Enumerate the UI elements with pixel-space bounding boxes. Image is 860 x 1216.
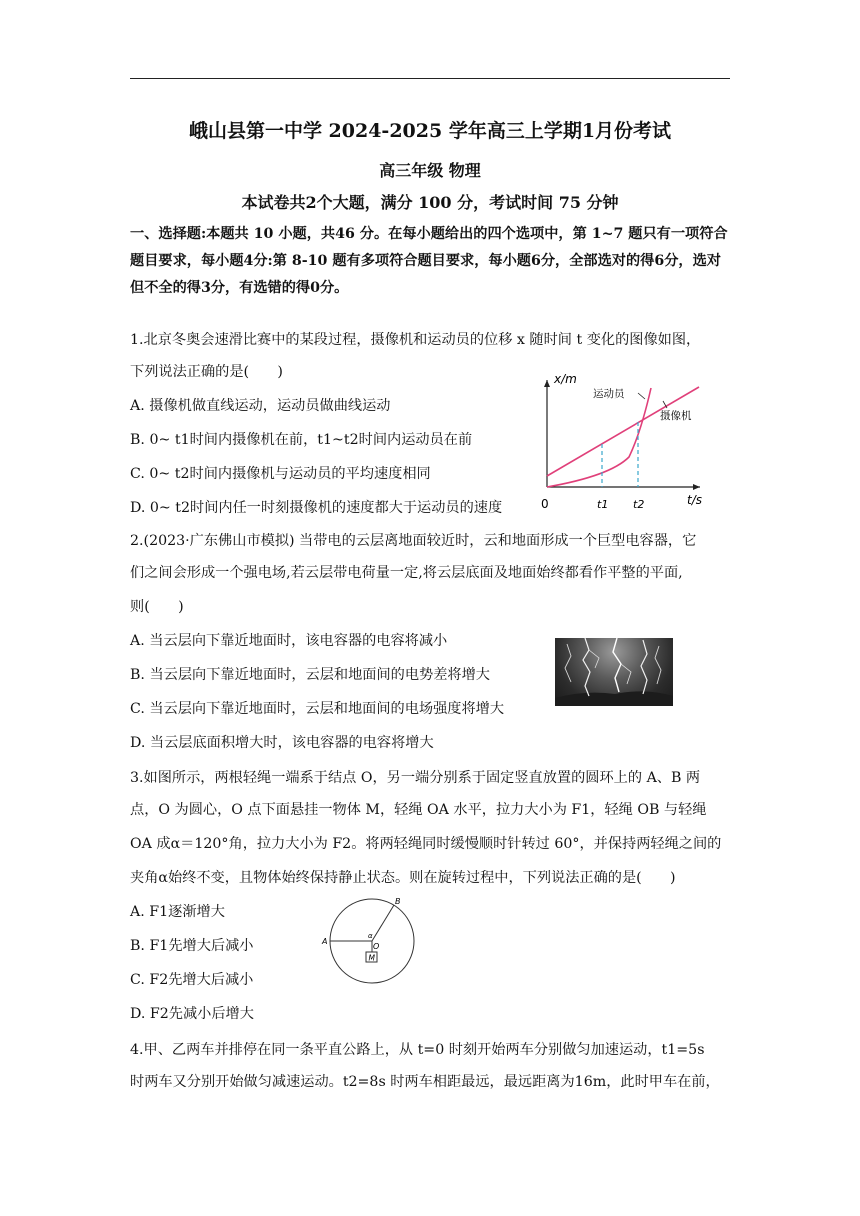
- q3-option-d: D. F2先减小后增大: [130, 1006, 254, 1022]
- q2-option-c: C. 当云层向下靠近地面时，云层和地面间的电场强度将增大: [130, 701, 505, 717]
- q1-option-a: A. 摄像机做直线运动，运动员做曲线运动: [130, 398, 391, 414]
- q1-y-axis-label: x/m: [554, 372, 577, 386]
- q2-stem-line1: 2.(2023·广东佛山市模拟) 当带电的云层离地面较近时，云和地面形成一个巨型电容器，它: [130, 533, 697, 549]
- q1-x-axis-label: t/s: [687, 493, 702, 507]
- q1-athlete-label: 运动员: [593, 388, 625, 400]
- q3-stem-line3: OA 成α＝120°角，拉力大小为 F2。将两轻绳同时缓慢顺时针转过 60°，并保持两轻绳之间的: [130, 836, 722, 852]
- q3-stem-line2: 点，O 为圆心，O 点下面悬挂一物体 M，轻绳 OA 水平，拉力大小为 F1，轻绳 OB 与轻绳: [130, 802, 707, 818]
- q2-option-b: B. 当云层向下靠近地面时，云层和地面间的电势差将增大: [130, 667, 490, 683]
- exam-title: 峨山县第一中学 2024-2025 学年高三上学期1月份考试: [188, 120, 672, 142]
- q3-stem-line1: 3.如图所示，两根轻绳一端系于结点 O，另一端分别系于固定竖直放置的圆环上的 A、B 两: [130, 770, 701, 786]
- q4-stem-line1: 4.甲、乙两车并排停在同一条平直公路上，从 t=0 时刻开始两车分别做匀加速运动，t1=5s: [130, 1042, 705, 1058]
- q1-camera-label: 摄像机: [660, 410, 692, 422]
- q1-t1-label: t1: [597, 498, 609, 511]
- exam-info: 本试卷共2个大题，满分 100 分，考试时间 75 分钟: [241, 193, 619, 212]
- q3-alpha-label: α: [368, 932, 373, 940]
- q2-option-a: A. 当云层向下靠近地面时，该电容器的电容将减小: [130, 633, 448, 649]
- q1-stem-line2: 下列说法正确的是( ): [130, 364, 283, 380]
- q3-option-c: C. F2先增大后减小: [130, 972, 254, 988]
- q1-athlete-curve: [547, 388, 651, 487]
- q3-point-o-label: O: [373, 942, 380, 951]
- exam-subtitle: 高三年级 物理: [379, 161, 481, 180]
- header-rule: [130, 78, 730, 79]
- q3-stem-line4: 夹角α始终不变，且物体始终保持静止状态。则在旋转过程中，下列说法正确的是( ): [130, 870, 676, 886]
- section1-intro: 一、选择题:本题共 10 小题，共46 分。在每小题给出的四个选项中，第 1~7 题只有一项符合题目要求，每小题4分:第 8-10 题有多项符合题目要求，每小题6分，全部选对的得6分，选对但不全的得3分，有选错的得0分。: [130, 226, 728, 296]
- q1-origin-label: 0: [541, 497, 549, 511]
- lightning-photo: [555, 638, 673, 706]
- q1-option-b: B. 0~ t1时间内摄像机在前，t1~t2时间内运动员在前: [130, 432, 473, 448]
- q3-option-b: B. F1先增大后减小: [130, 938, 254, 954]
- q1-option-d: D. 0~ t2时间内任一时刻摄像机的速度都大于运动员的速度: [130, 500, 503, 516]
- q3-point-a-label: A: [322, 937, 328, 946]
- q2-stem-line3: 则( ): [130, 599, 184, 615]
- q4-stem-line2: 时两车又分别开始做匀减速运动。t2=8s 时两车相距最远，最远距离为16m，此时甲车在前，: [130, 1074, 720, 1090]
- q3-ring-diagram: [318, 894, 428, 994]
- q3-mass-label: M: [368, 953, 375, 963]
- q3-point-b-label: B: [395, 897, 401, 906]
- q1-stem-line1: 1.北京冬奥会速滑比赛中的某段过程，摄像机和运动员的位移 x 随时间 t 变化的图像如图，: [130, 332, 701, 348]
- q2-option-d: D. 当云层底面积增大时，该电容器的电容将增大: [130, 735, 434, 751]
- q1-xt-graph: [535, 362, 715, 514]
- q2-stem-line2: 们之间会形成一个强电场,若云层带电荷量一定,将云层底面及地面始终都看作平整的平面,: [130, 565, 683, 581]
- q3-option-a: A. F1逐渐增大: [130, 904, 225, 920]
- q1-option-c: C. 0~ t2时间内摄像机与运动员的平均速度相同: [130, 466, 431, 482]
- q1-t2-label: t2: [633, 498, 645, 511]
